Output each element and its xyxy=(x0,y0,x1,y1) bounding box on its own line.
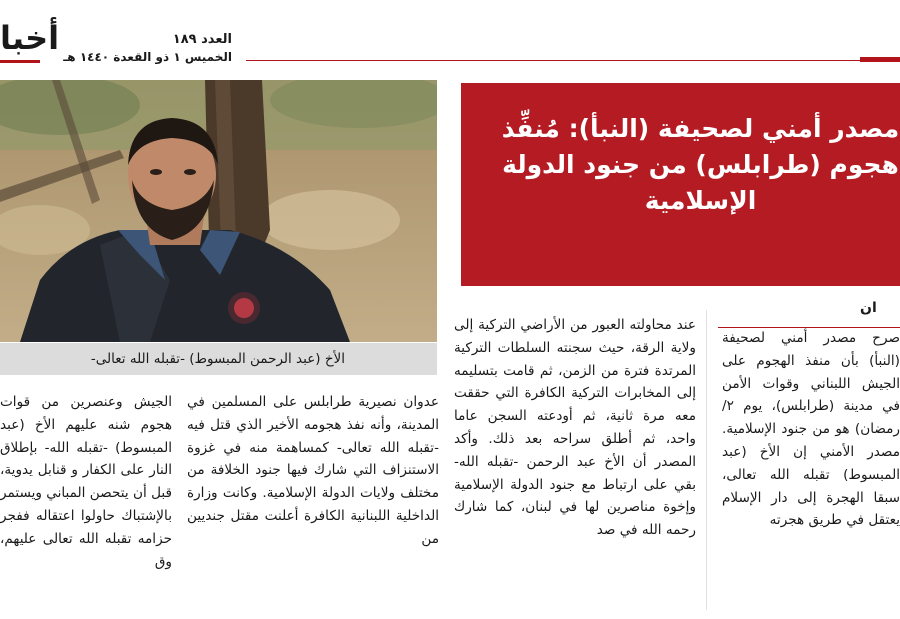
article-photo xyxy=(0,80,437,342)
column-separator xyxy=(706,310,707,610)
photo-caption-text: الأخ (عبد الرحمن المبسوط) -تقبله الله تعالى- xyxy=(90,351,345,367)
header-rule-left xyxy=(0,60,40,63)
article-column-2: عند محاولته العبور من الأراضي التركية إلى ولاية الرقة، حيث سجنته السلطات التركية المرتدة فترة من الزمن، ثم قامت بتسليمه إلى المخابرات التركية الكافرة التي حققت معه مرة ثانية، ثم أودعته السجن عاما واحد، ثم أطلق سراحه بعد ذلك. وأكد المصدر أن الأخ عبد الرحمن -تقبله الله- بقي على ارتباط مع جنود الدولة الإسلامية وإخوة مناصرين لها في لبنان، كما شارك رحمه الله في صد xyxy=(454,317,696,539)
article-headline: مصدر أمني لصحيفة (النبأ): مُنفِّذ هجوم (طرابلس) من جنود الدولة الإسلامية xyxy=(501,114,900,215)
header-rule-accent xyxy=(860,57,900,62)
headline-box xyxy=(461,83,900,286)
header-rule-right xyxy=(246,60,900,61)
newspaper-masthead: أخبا xyxy=(0,19,60,57)
issue-number: العدد ١٨٩ xyxy=(172,32,232,47)
article-column-4: الجيش وعنصرين من قوات هجوم شنه عليهم الأخ (عبد المبسوط) -تقبله الله- بإطلاق النار على الكفار و قنابل يدوية، قبل أن يتحصن المباني ويستمر بالإشتباك حاولوا اعتقاله ففجر حزامه تقبله الله تعالى عليهم، وق xyxy=(0,394,172,570)
article-column-3: عدوان نصيرية طرابلس على المسلمين في المدينة، وأنه نفذ هجومه الأخير الذي قتل فيه -تقبله الله تعالى- كمساهمة منه في غزوة الاستنزاف التي شارك فيها جنود الخلافة من مختلف ولايات الدولة الإسلامية. وكانت وزارة الداخلية اللبنانية الكافرة أعلنت مقتل جنديين من xyxy=(187,394,439,547)
photo-caption xyxy=(0,343,437,375)
issue-date: الخميس ١ ذو القعدة ١٤٤٠ هـ xyxy=(63,50,232,64)
portrait-image xyxy=(0,80,437,342)
article-column-1: صرح مصدر أمني لصحيفة (النبأ) بأن منفذ الهجوم على الجيش اللبناني وقوات الأمن في مدينة (طرابلس)، يوم ٢/ رمضان) هو من جنود الإسلامية. مصدر الأمني إن الأخ (عبد المبسوط) تقبله الله تعالى، سبقا الهجرة إلى دار الإسلام يعتقل في طريق هجرته xyxy=(722,330,900,529)
column-heading: ان xyxy=(860,300,877,316)
